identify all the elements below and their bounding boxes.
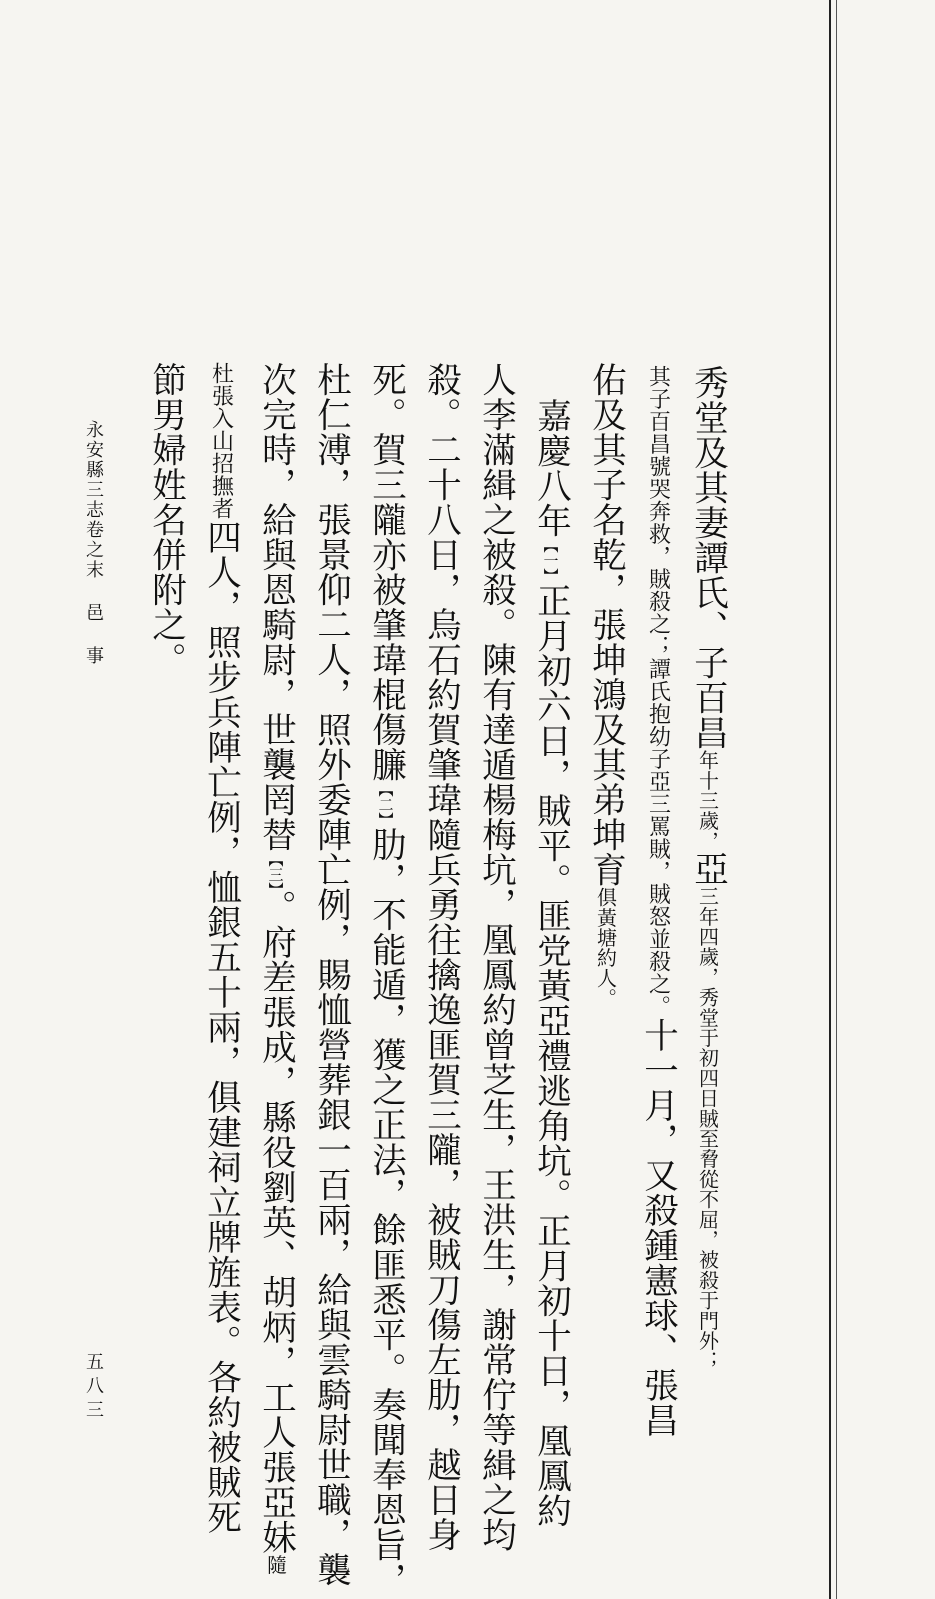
text-column-8 <box>310 362 351 1587</box>
text-run: 肋，不能遁，獲之正法，餘匪悉平。奏聞奉恩旨， <box>365 827 406 1597</box>
text-run: 殺。二十八日，烏石約賀肇瑋隨兵勇往擒逸匪賀三隴，被賊刀傷左肋，越日身 <box>420 362 461 1552</box>
footnote-marker: 【三】 <box>266 852 285 890</box>
text-run: 死。賀三隴亦被肇瑋棍傷臁 <box>365 362 406 782</box>
text-run: 亞 <box>687 851 728 886</box>
text-run: 人李滿緝之被殺。陳有達遁楊梅坑，凰鳳約曾芝生，王洪生，謝常佇等緝之均 <box>475 362 516 1552</box>
text-column-1 <box>687 365 728 1371</box>
text-run: 十一月，又殺鍾憲球、張昌 <box>637 1017 678 1438</box>
text-run: 杜張入山招撫者 <box>208 362 234 520</box>
text-run: 年十三歲， <box>695 750 720 851</box>
text-column-11 <box>145 362 186 677</box>
text-run: 俱黃塘約人。 <box>593 887 618 1009</box>
text-run: 嘉慶八年 <box>530 398 571 538</box>
text-run: 次完時，給與恩騎尉，世襲罔替 <box>255 362 296 852</box>
text-run: 三年四歲，秀堂于初四日賊至脅從不屈，被殺于門外； <box>695 886 720 1371</box>
text-run: 正月初六日，賊平。匪党黃亞禮逃角坑。正月初十日，凰鳳約 <box>530 583 571 1528</box>
text-column-10 <box>200 362 241 1535</box>
text-column-7 <box>365 362 406 1597</box>
text-run: 四人，照步兵陣亡例，恤銀五十兩，俱建祠立牌旌表。各約被賊死 <box>200 519 241 1535</box>
text-column-3 <box>585 362 626 1009</box>
footnote-marker: 【一】 <box>541 538 560 583</box>
text-column-5 <box>475 362 516 1552</box>
text-run: 節男婦姓名併附之。 <box>145 362 186 677</box>
text-column-2-visible <box>637 365 678 1438</box>
footnote-marker: 【二】 <box>376 782 395 827</box>
text-run: 佑及其子名乾，張坤鴻及其弟坤育 <box>585 362 626 887</box>
text-run: 隨 <box>263 1554 288 1575</box>
text-run: 杜仁溥，張景仰二人，照外委陣亡例，賜恤營葬銀一百兩，給與雲騎尉世職，襲 <box>310 362 351 1587</box>
text-column-6 <box>420 362 461 1552</box>
page-edge-rule-thin <box>836 0 837 1599</box>
text-column-4 <box>530 398 571 1528</box>
page-edge-rule <box>829 0 831 1599</box>
text-run: 。府差張成，縣役劉英、胡炳，工人張亞妹 <box>255 889 296 1555</box>
text-run: 秀堂及其妻譚氏、子百昌 <box>687 365 728 750</box>
running-footer-title: 永安縣三志卷之末 邑 事 <box>83 420 104 666</box>
page-number: 五八三 <box>83 1352 104 1424</box>
text-column-9 <box>255 362 296 1575</box>
text-run: 其子百昌號哭奔救，賊殺之；譚氏抱幼子亞三罵賊，賊怒並殺之。 <box>645 365 671 1018</box>
